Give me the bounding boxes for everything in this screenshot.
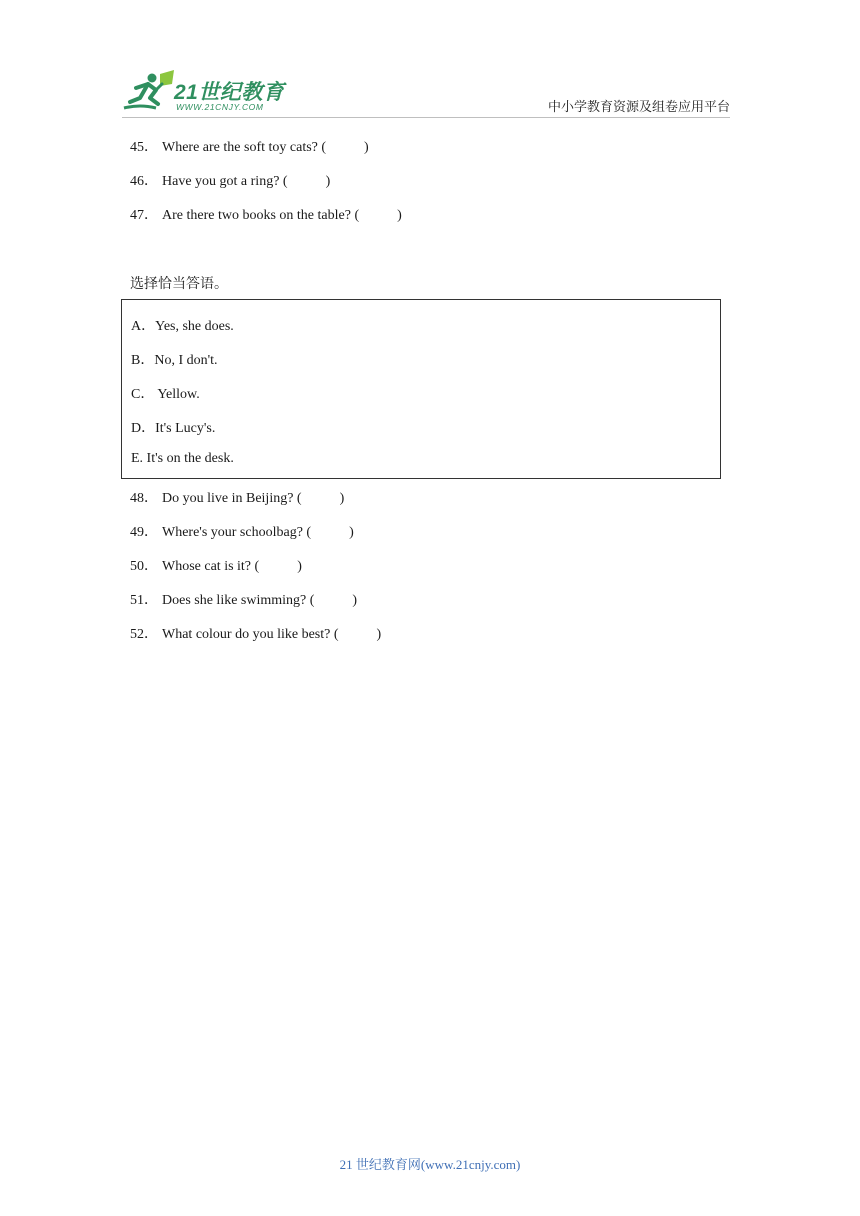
question-number: 49． [130,525,158,540]
runner-logo-icon [122,70,178,116]
question-49 [130,524,354,542]
question-number: 52． [130,627,158,642]
page-header [0,0,860,120]
paren-close: ) [339,491,345,506]
question-48 [130,490,344,508]
question-45 [130,139,369,157]
logo-url: WWW.21CNJY.COM [176,102,264,112]
question-text: Where's your schoolbag? ( [162,525,312,540]
site-logo[interactable] [122,70,292,116]
question-number: 48． [130,491,158,506]
question-47 [130,207,402,225]
logo-text: 21世纪教育 [174,81,285,104]
option-b: B．No, I don't. [131,353,218,368]
paren-close: ) [397,208,402,223]
paren-close: ) [364,140,369,155]
question-text: Whose cat is it? ( [162,559,260,574]
paren-close: ) [325,174,331,189]
question-text: Where are the soft toy cats? ( [162,140,327,155]
option-e: E. It's on the desk. [131,451,234,466]
option-d: D．It's Lucy's. [131,421,216,436]
header-divider [122,117,730,118]
question-number: 47． [130,208,158,223]
section-instruction: 选择恰当答语。 [130,277,228,292]
paren-close: ) [352,593,358,608]
question-51 [130,592,357,610]
question-50 [130,558,302,576]
question-text: Have you got a ring? ( [162,174,288,189]
option-a: A．Yes, she does. [131,319,234,334]
question-text: Does she like swimming? ( [162,593,315,608]
question-text: Are there two books on the table? ( [162,208,360,223]
question-number: 50． [130,559,158,574]
page-footer[interactable]: 21 世纪教育网(www.21cnjy.com) [339,1157,521,1172]
question-text: What colour do you like best? ( [162,627,339,642]
question-number: 51． [130,593,158,608]
options-box [121,299,721,479]
paren-close: ) [376,627,382,642]
question-number: 45． [130,140,158,155]
option-c: C． Yellow. [131,387,200,402]
question-text: Do you live in Beijing? ( [162,491,302,506]
question-46 [130,173,330,191]
question-52 [130,626,381,644]
header-tagline: 中小学教育资源及组卷应用平台 [547,99,730,114]
paren-close: ) [297,559,302,574]
paren-close: ) [349,525,354,540]
question-number: 46． [130,174,158,189]
